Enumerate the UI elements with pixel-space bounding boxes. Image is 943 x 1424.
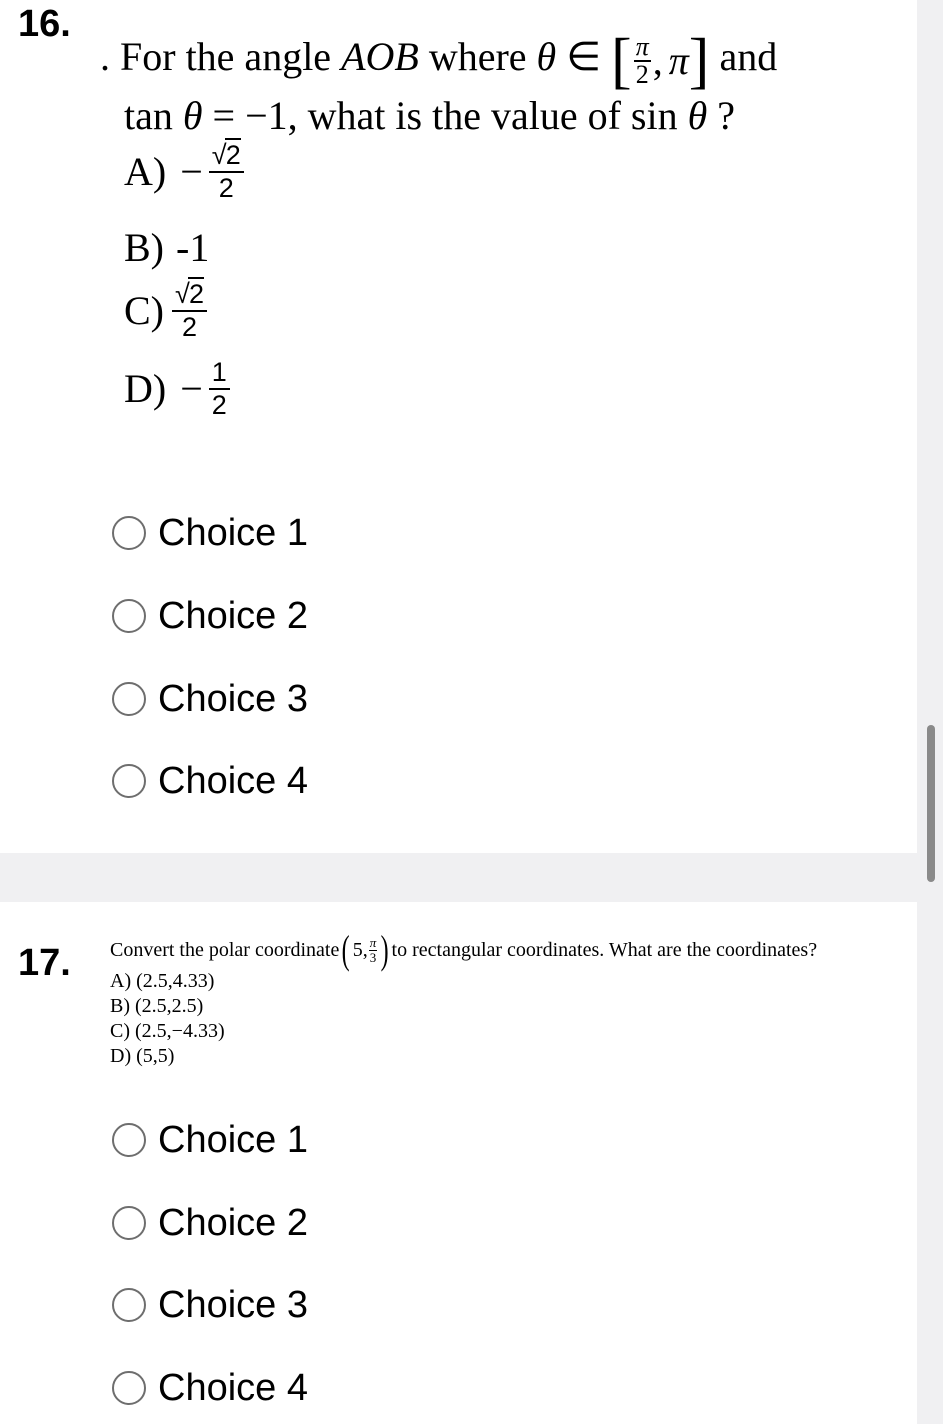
choice-2-radio[interactable]: Choice 2 xyxy=(112,597,308,635)
radio-circle-icon[interactable] xyxy=(112,1206,146,1240)
choice-4-radio[interactable]: Choice 4 xyxy=(112,1369,308,1407)
choice-2-radio[interactable]: Choice 2 xyxy=(112,1204,308,1242)
question-prompt-line-1: . For the angle AOB where θ ∈ [ $\frac{\pi}{2}$ , π ] and xyxy=(100,27,778,95)
scrollbar-thumb[interactable] xyxy=(927,725,935,882)
question-prompt: Convert the polar coordinate ( 5, $\frac{\pi}{3}$ ) to rectangular coordinates. What are the coordinates? xyxy=(110,927,818,972)
radio-circle-icon[interactable] xyxy=(112,1288,146,1322)
option-d: D) (5,5) xyxy=(110,1045,175,1067)
option-d: D) − $\frac{1}{2}$ xyxy=(124,357,230,421)
question-prompt-line-2: tan θ = −1, what is the value of sin θ ? xyxy=(124,93,735,138)
fraction: √ 2 2 xyxy=(209,140,244,204)
polar-coordinate: 5, $\frac{\pi}{3}$ xyxy=(352,934,377,965)
question-number: 16. xyxy=(18,3,71,45)
option-a: A) − √ 2 2 xyxy=(124,140,244,204)
choice-3-radio[interactable]: Choice 3 xyxy=(112,1286,308,1324)
choice-4-radio[interactable]: Choice 4 xyxy=(112,762,308,800)
option-b: B) (2.5,2.5) xyxy=(110,995,204,1017)
radio-circle-icon[interactable] xyxy=(112,516,146,550)
option-a: A) (2.5,4.33) xyxy=(110,970,215,992)
option-c: C) √ 2 2 xyxy=(124,279,207,343)
pi-over-two: $\frac{\pi}{2}$ xyxy=(635,32,649,89)
choice-3-radio[interactable]: Choice 3 xyxy=(112,680,308,718)
radio-circle-icon[interactable] xyxy=(112,599,146,633)
radio-circle-icon[interactable] xyxy=(112,682,146,716)
option-b: B) -1 xyxy=(124,225,210,270)
interval: [ $\frac{\pi}{2}$ , π ] xyxy=(611,27,710,95)
fraction: $\frac{1}{2}$ xyxy=(209,357,230,421)
choice-1-radio[interactable]: Choice 1 xyxy=(112,1121,308,1159)
radio-circle-icon[interactable] xyxy=(112,1371,146,1405)
option-c: C) (2.5,−4.33) xyxy=(110,1020,225,1042)
choice-1-radio[interactable]: Choice 1 xyxy=(112,514,308,552)
question-number: 17. xyxy=(18,942,71,984)
radio-circle-icon[interactable] xyxy=(112,764,146,798)
fraction: √ 2 2 xyxy=(172,279,207,343)
angle-name: AOB xyxy=(341,34,419,80)
radio-circle-icon[interactable] xyxy=(112,1123,146,1157)
